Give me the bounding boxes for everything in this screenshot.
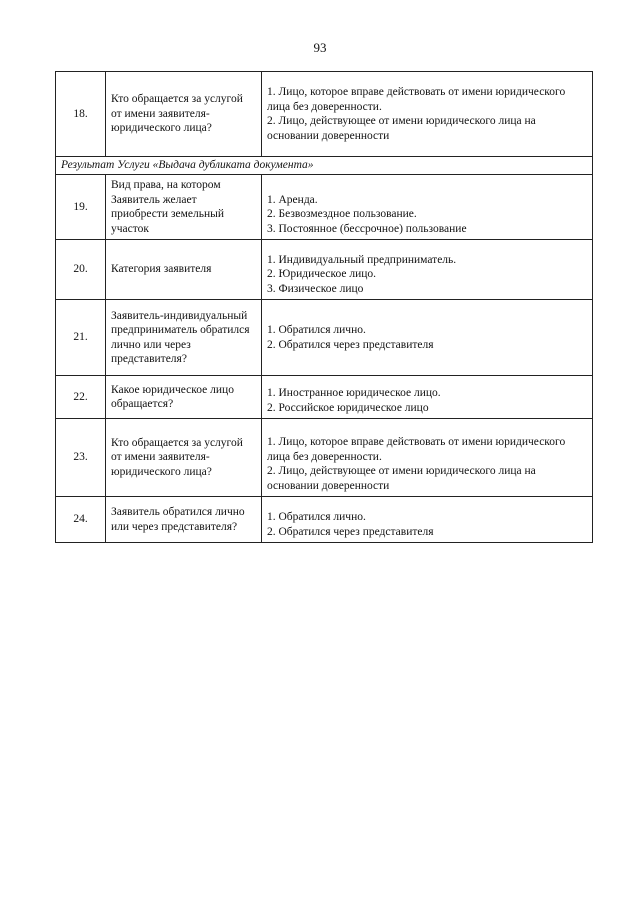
row-number: 19. (56, 175, 106, 240)
question-cell: Какое юридическое лицо обращается? (106, 376, 262, 419)
question-cell: Заявитель-индивидуальный предприниматель обратился лично или через представителя? (106, 300, 262, 376)
row-number: 23. (56, 419, 106, 497)
row-number: 24. (56, 497, 106, 543)
question-cell: Кто обращается за услугой от имени заявителя-юридического лица? (106, 72, 262, 157)
question-cell: Кто обращается за услугой от имени заявителя-юридического лица? (106, 419, 262, 497)
answers-cell (262, 175, 593, 240)
answer-option: 3. Физическое лицо (267, 282, 364, 295)
answer-option: 2. Безвозмездное пользование. (267, 208, 417, 220)
section-header-row (56, 157, 593, 175)
answer-option: 2. Обратился через представителя (267, 338, 434, 351)
answer-option: 2. Лицо, действующее от имени юридического лица на основании доверенности (267, 465, 536, 492)
row-number: 22. (56, 376, 106, 419)
row-number: 18. (56, 72, 106, 157)
answer-option: 2. Российское юридическое лицо (267, 401, 429, 414)
question-cell: Вид права, на котором Заявитель желает приобрести земельный участок (106, 175, 262, 240)
row-number: 20. (56, 240, 106, 300)
page-number: 93 (313, 40, 327, 55)
answer-option: 1. Обратился лично. (267, 324, 366, 336)
table-row (56, 240, 593, 300)
answers-cell (262, 72, 593, 157)
table-row (56, 497, 593, 543)
table-row (56, 419, 593, 497)
answer-option: 1. Обратился лично. (267, 511, 366, 523)
answers-cell (262, 419, 593, 497)
answers-cell (262, 497, 593, 543)
answer-option: 2. Лицо, действующее от имени юридического лица на основании доверенности (267, 115, 536, 142)
question-cell: Категория заявителя (106, 240, 262, 300)
answer-option: 1. Аренда. (267, 193, 318, 206)
answer-option: 1. Иностранное юридическое лицо. (267, 387, 441, 399)
table-row (56, 300, 593, 376)
table-row (56, 72, 593, 157)
answer-option: 1. Индивидуальный предприниматель. (267, 253, 457, 266)
table-row (56, 376, 593, 419)
answer-option: 1. Лицо, которое вправе действовать от имени юридического лица без доверенности. (267, 86, 566, 113)
answer-option: 3. Постоянное (бессрочное) пользование (267, 222, 467, 235)
question-cell: Заявитель обратился лично или через представителя? (106, 497, 262, 543)
answer-option: 2. Обратился через представителя (267, 525, 434, 538)
answers-cell (262, 300, 593, 376)
row-number: 21. (56, 300, 106, 376)
table-row (56, 175, 593, 240)
answers-cell (262, 376, 593, 419)
section-title: Результат Услуги «Выдача дубликата документа» (56, 157, 593, 175)
answer-option: 1. Лицо, которое вправе действовать от имени юридического лица без доверенности. (267, 436, 566, 463)
criteria-table (55, 71, 593, 543)
answers-cell (262, 240, 593, 300)
answer-option: 2. Юридическое лицо. (267, 268, 377, 280)
criteria-table-body (56, 72, 593, 543)
